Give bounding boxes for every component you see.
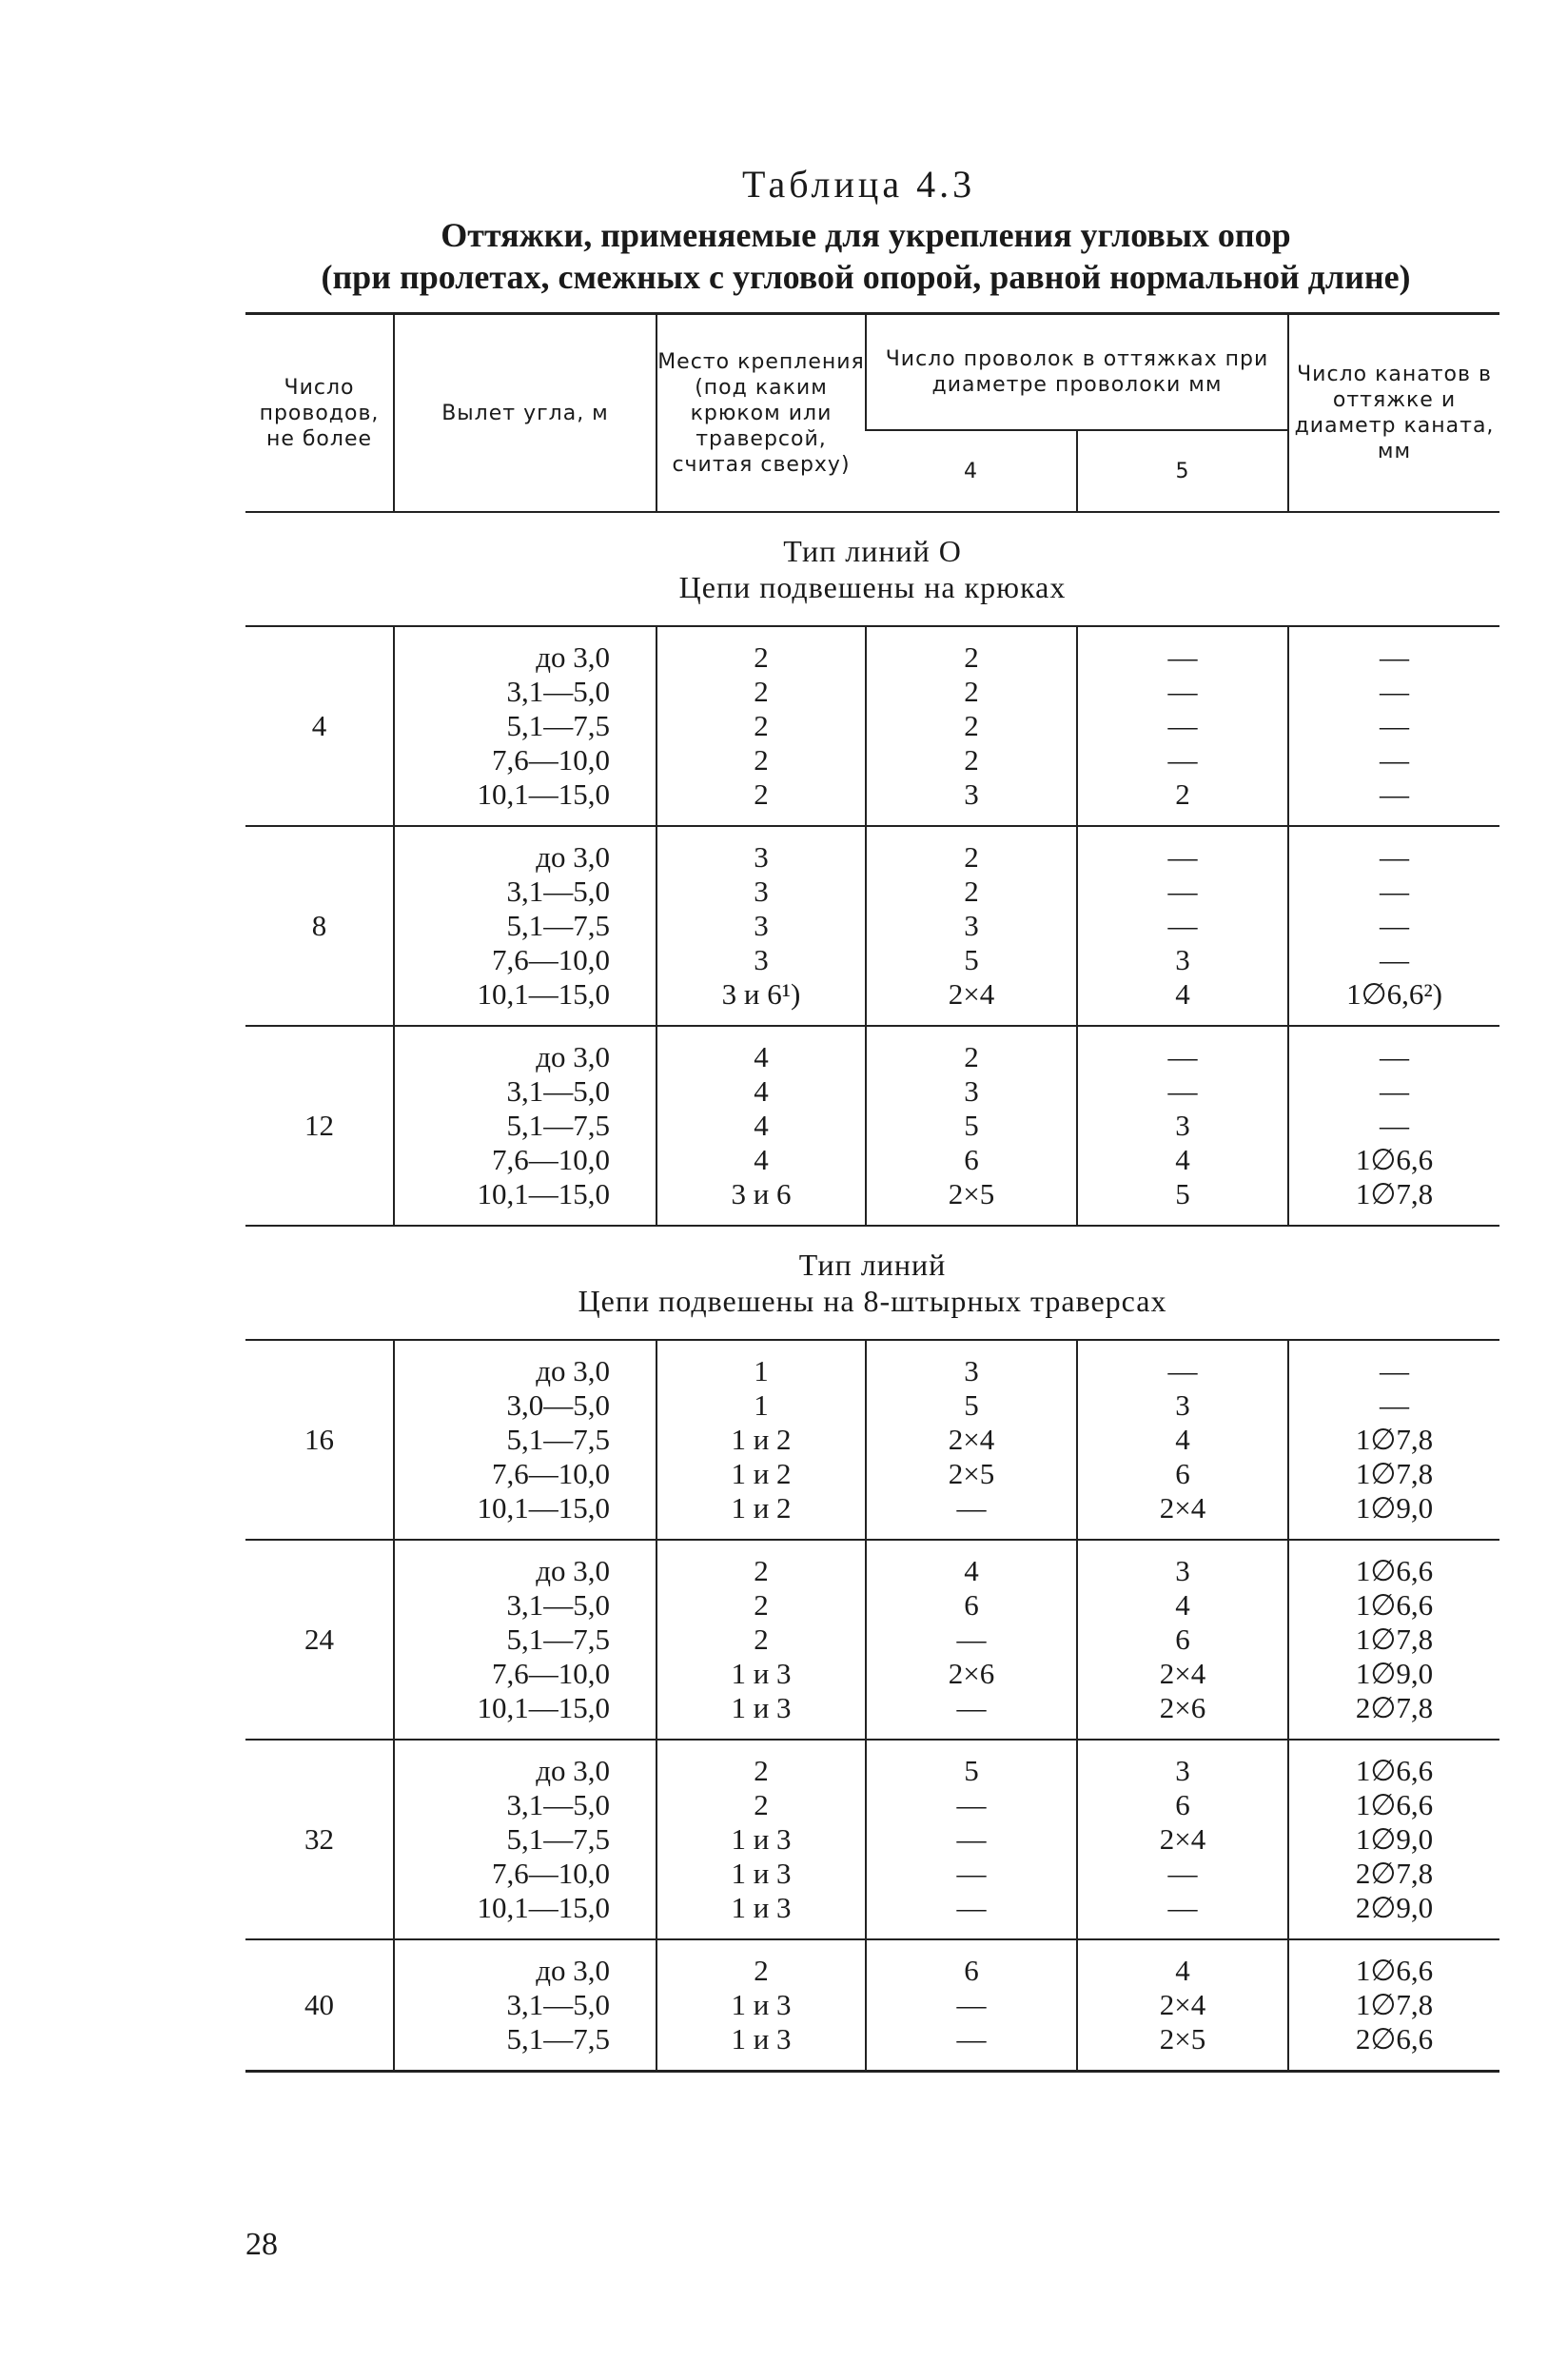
d5-cell <box>1077 1340 1288 1540</box>
ropes-cell <box>1288 1026 1499 1226</box>
cell-line: 2×5 <box>948 1177 995 1210</box>
cell-line: 2×5 <box>948 1457 995 1490</box>
cell-line: 2 <box>1175 777 1190 811</box>
outlet-cell <box>394 1026 656 1226</box>
cell-line: — <box>1380 909 1410 942</box>
cell-line: — <box>956 2022 987 2055</box>
cell-line: 4 <box>1175 1954 1190 1987</box>
cell-line: — <box>1167 875 1198 908</box>
cell-line: 10,1—15,0 <box>477 777 610 811</box>
cell-line: 10,1—15,0 <box>477 1691 610 1724</box>
cell-line: до 3,0 <box>536 640 610 674</box>
wires-cell: 4 <box>245 626 394 826</box>
header-outlet: Вылет угла, м <box>394 314 656 513</box>
cell-line: 1 и 2 <box>731 1457 792 1490</box>
wires-cell: 8 <box>245 826 394 1026</box>
cell-line: 5,1—7,5 <box>506 1423 610 1456</box>
cell-line: 7,6—10,0 <box>492 1143 610 1176</box>
cell-line: — <box>1380 875 1410 908</box>
cell-line: 1∅6,6 <box>1355 1954 1434 1987</box>
table-title-line: (при пролетах, смежных с угловой опорой, равной нормальной длине) <box>321 258 1411 296</box>
cell-line: 6 <box>1175 1788 1190 1821</box>
cell-line: 5,1—7,5 <box>506 1822 610 1856</box>
wire-count-group <box>245 826 1499 1026</box>
place-cell <box>656 1540 866 1740</box>
cell-line: 4 <box>754 1074 769 1108</box>
outlet-cell <box>394 1939 656 2072</box>
cell-line: 6 <box>964 1954 979 1987</box>
cell-line: — <box>1380 640 1410 674</box>
cell-line: 2×4 <box>948 1423 995 1456</box>
cell-line: 1∅7,8 <box>1355 1457 1434 1490</box>
wires-cell: 24 <box>245 1540 394 1740</box>
cell-line: 3,0—5,0 <box>506 1388 610 1422</box>
cell-line: 6 <box>964 1143 979 1176</box>
cell-line: 7,6—10,0 <box>492 943 610 976</box>
outlet-cell <box>394 1340 656 1540</box>
outlet-cell <box>394 1540 656 1740</box>
cell-line: 4 <box>1175 977 1190 1011</box>
cell-line: 7,6—10,0 <box>492 1857 610 1890</box>
cell-line: 5 <box>1175 1177 1190 1210</box>
cell-line: 1 и 3 <box>731 1657 792 1690</box>
cell-line: 2×6 <box>948 1657 995 1690</box>
cell-line: — <box>1167 709 1198 742</box>
cell-line: — <box>956 1788 987 1821</box>
header-diameter-5: 5 <box>1077 430 1288 512</box>
d5-cell <box>1077 826 1288 1026</box>
cell-line: — <box>1380 743 1410 777</box>
cell-line: 2 <box>754 743 769 777</box>
cell-line: 2 <box>754 709 769 742</box>
place-cell <box>656 1939 866 2072</box>
header-diameter-4: 4 <box>866 430 1077 512</box>
ropes-cell <box>1288 1340 1499 1540</box>
cell-line: 1∅6,6 <box>1355 1554 1434 1587</box>
wire-count-group <box>245 1340 1499 1540</box>
cell-line: — <box>1167 743 1198 777</box>
cell-line: 3 и 6¹) <box>721 977 801 1011</box>
cell-line: 1∅7,8 <box>1355 1177 1434 1210</box>
wire-count-group <box>245 1026 1499 1226</box>
cell-line: 3 <box>754 943 769 976</box>
table-row <box>245 1939 1499 2072</box>
cell-line: — <box>1167 1040 1198 1073</box>
d4-cell <box>866 626 1077 826</box>
cell-line: 2∅7,8 <box>1355 1691 1434 1724</box>
cell-line: 1 и 2 <box>731 1423 792 1456</box>
place-cell <box>656 1740 866 1939</box>
place-cell <box>656 1026 866 1226</box>
table-row <box>245 826 1499 1026</box>
cell-line: — <box>956 1822 987 1856</box>
section-title <box>245 512 1499 626</box>
cell-line: 1 и 3 <box>731 1857 792 1890</box>
cell-line: — <box>956 1857 987 1890</box>
cell-line: 3 <box>1175 1388 1190 1422</box>
cell-line: до 3,0 <box>536 1040 610 1073</box>
ropes-cell <box>1288 1939 1499 2072</box>
table-caption: Таблица 4.3 <box>742 163 976 206</box>
cell-line: 2 <box>964 840 979 874</box>
cell-line: 10,1—15,0 <box>477 1491 610 1524</box>
section-title-line: Тип линий О <box>783 534 962 568</box>
place-cell <box>656 1340 866 1540</box>
cell-line: 1∅7,8 <box>1355 1623 1434 1656</box>
cell-line: 6 <box>1175 1457 1190 1490</box>
cell-line: 2 <box>964 875 979 908</box>
wire-count-group <box>245 1939 1499 2072</box>
cell-line: 5,1—7,5 <box>506 1623 610 1656</box>
cell-line: 1∅7,8 <box>1355 1423 1434 1456</box>
d4-cell <box>866 1740 1077 1939</box>
cell-line: 2 <box>964 675 979 708</box>
cell-line: 3,1—5,0 <box>506 1988 610 2021</box>
cell-line: 2∅7,8 <box>1355 1857 1434 1890</box>
cell-line: 7,6—10,0 <box>492 1457 610 1490</box>
outlet-cell <box>394 1740 656 1939</box>
guy-wires-table <box>245 312 1499 2073</box>
cell-line: — <box>1380 675 1410 708</box>
cell-line: 5 <box>964 1388 979 1422</box>
cell-line: 5,1—7,5 <box>506 2022 610 2055</box>
cell-line: 1 и 3 <box>731 1822 792 1856</box>
cell-line: — <box>1167 840 1198 874</box>
cell-line: 10,1—15,0 <box>477 977 610 1011</box>
cell-line: 1∅6,6 <box>1355 1754 1434 1787</box>
outlet-cell <box>394 626 656 826</box>
cell-line: 1 и 3 <box>731 1891 792 1924</box>
header-place: Место крепления (под каким крюком или траверсой, считая сверху) <box>656 314 866 513</box>
cell-line: — <box>1380 840 1410 874</box>
table-row <box>245 626 1499 826</box>
outlet-cell <box>394 826 656 1026</box>
cell-line: 3 <box>754 909 769 942</box>
ropes-cell <box>1288 1540 1499 1740</box>
cell-line: 1∅9,0 <box>1355 1491 1434 1524</box>
cell-line: — <box>1167 909 1198 942</box>
wires-cell: 12 <box>245 1026 394 1226</box>
cell-line: 4 <box>754 1040 769 1073</box>
cell-line: 3,1—5,0 <box>506 1074 610 1108</box>
cell-line: 2 <box>754 675 769 708</box>
cell-line: 3 <box>964 909 979 942</box>
cell-line: 2 <box>964 640 979 674</box>
table-title-line: Оттяжки, применяемые для укрепления угловых опор <box>441 216 1291 254</box>
d5-cell <box>1077 1740 1288 1939</box>
cell-line: — <box>956 1491 987 1524</box>
cell-line: 2 <box>754 777 769 811</box>
cell-line: 2 <box>754 1954 769 1987</box>
cell-line: 2 <box>754 1788 769 1821</box>
ropes-cell <box>1288 1740 1499 1939</box>
cell-line: — <box>1167 1074 1198 1108</box>
section-title-line: Тип линий <box>798 1248 947 1282</box>
cell-line: 1 и 3 <box>731 1691 792 1724</box>
table-title <box>228 214 1503 298</box>
cell-line: 4 <box>754 1143 769 1176</box>
cell-line: 3,1—5,0 <box>506 1788 610 1821</box>
table-header <box>245 314 1499 513</box>
section-title <box>245 1226 1499 1340</box>
cell-line: 2×6 <box>1159 1691 1206 1724</box>
cell-line: 1∅9,0 <box>1355 1657 1434 1690</box>
cell-line: — <box>1380 1074 1410 1108</box>
table-row <box>245 1540 1499 1740</box>
cell-line: до 3,0 <box>536 1754 610 1787</box>
cell-line: 5 <box>964 1754 979 1787</box>
cell-line: 2 <box>754 1754 769 1787</box>
cell-line: — <box>1380 1354 1410 1387</box>
cell-line: — <box>956 1623 987 1656</box>
place-cell <box>656 826 866 1026</box>
cell-line: 5,1—7,5 <box>506 909 610 942</box>
cell-line: 4 <box>964 1554 979 1587</box>
cell-line: 3 <box>964 1354 979 1387</box>
cell-line: 3,1—5,0 <box>506 675 610 708</box>
d4-cell <box>866 1939 1077 2072</box>
d5-cell <box>1077 1026 1288 1226</box>
cell-line: 3 <box>754 875 769 908</box>
cell-line: 1 и 3 <box>731 2022 792 2055</box>
wire-count-group <box>245 1540 1499 1740</box>
cell-line: 1∅6,6 <box>1355 1143 1434 1176</box>
cell-line: до 3,0 <box>536 1954 610 1987</box>
table-row <box>245 1740 1499 1939</box>
ropes-cell <box>1288 626 1499 826</box>
cell-line: 2 <box>964 709 979 742</box>
section-header <box>245 1226 1499 1340</box>
cell-line: 3 <box>754 840 769 874</box>
cell-line: 2×4 <box>1159 1491 1206 1524</box>
wires-cell: 40 <box>245 1939 394 2072</box>
cell-line: — <box>1167 1857 1198 1890</box>
cell-line: 1∅6,6²) <box>1346 977 1442 1011</box>
cell-line: — <box>1380 1040 1410 1073</box>
cell-line: 6 <box>964 1588 979 1622</box>
d5-cell <box>1077 1540 1288 1740</box>
cell-line: — <box>1380 709 1410 742</box>
wire-count-group <box>245 626 1499 826</box>
cell-line: 3 <box>1175 943 1190 976</box>
cell-line: 2 <box>754 1554 769 1587</box>
d4-cell <box>866 1026 1077 1226</box>
cell-line: 3 <box>964 777 979 811</box>
cell-line: 6 <box>1175 1623 1190 1656</box>
cell-line: — <box>1380 1109 1410 1142</box>
cell-line: 2×4 <box>1159 1657 1206 1690</box>
cell-line: — <box>1380 1388 1410 1422</box>
cell-line: — <box>1167 1354 1198 1387</box>
page-number: 28 <box>245 2227 278 2262</box>
cell-line: 3 <box>1175 1109 1190 1142</box>
cell-line: 1 <box>754 1388 769 1422</box>
cell-line: 1 <box>754 1354 769 1387</box>
cell-line: 3 <box>1175 1754 1190 1787</box>
cell-line: 7,6—10,0 <box>492 1657 610 1690</box>
cell-line: 3,1—5,0 <box>506 875 610 908</box>
cell-line: 2 <box>754 640 769 674</box>
cell-line: 1∅6,6 <box>1355 1588 1434 1622</box>
cell-line: 2∅6,6 <box>1355 2022 1434 2055</box>
ropes-cell <box>1288 826 1499 1026</box>
cell-line: 4 <box>1175 1588 1190 1622</box>
cell-line: — <box>1167 1891 1198 1924</box>
cell-line: 2×4 <box>948 977 995 1011</box>
cell-line: 7,6—10,0 <box>492 743 610 777</box>
cell-line: 10,1—15,0 <box>477 1891 610 1924</box>
section-title-line: Цепи подвешены на 8-штырных траверсах <box>578 1284 1167 1318</box>
wires-cell: 32 <box>245 1740 394 1939</box>
place-cell <box>656 626 866 826</box>
cell-line: 1 и 3 <box>731 1988 792 2021</box>
cell-line: 3 и 6 <box>731 1177 792 1210</box>
cell-line: 1∅7,8 <box>1355 1988 1434 2021</box>
cell-line: 2 <box>964 743 979 777</box>
cell-line: 4 <box>1175 1423 1190 1456</box>
cell-line: 3 <box>1175 1554 1190 1587</box>
cell-line: 1∅6,6 <box>1355 1788 1434 1821</box>
d4-cell <box>866 826 1077 1026</box>
cell-line: 3,1—5,0 <box>506 1588 610 1622</box>
table-row <box>245 1340 1499 1540</box>
cell-line: — <box>956 1891 987 1924</box>
header-wire-count-group: Число проволок в оттяжках при диаметре проволоки мм <box>866 314 1288 431</box>
cell-line: 1∅9,0 <box>1355 1822 1434 1856</box>
wire-count-group <box>245 1740 1499 1939</box>
cell-line: 2×4 <box>1159 1988 1206 2021</box>
cell-line: — <box>1167 640 1198 674</box>
cell-line: 4 <box>1175 1143 1190 1176</box>
cell-line: 5 <box>964 1109 979 1142</box>
cell-line: до 3,0 <box>536 1554 610 1587</box>
cell-line: 2 <box>754 1588 769 1622</box>
header-ropes: Число канатов в оттяжке и диаметр каната, мм <box>1288 314 1499 513</box>
cell-line: 2∅9,0 <box>1355 1891 1434 1924</box>
section-header <box>245 512 1499 626</box>
cell-line: 3 <box>964 1074 979 1108</box>
cell-line: — <box>1380 777 1410 811</box>
d5-cell <box>1077 1939 1288 2072</box>
cell-line: 2×5 <box>1159 2022 1206 2055</box>
wires-cell: 16 <box>245 1340 394 1540</box>
cell-line: 5 <box>964 943 979 976</box>
cell-line: — <box>1380 943 1410 976</box>
cell-line: до 3,0 <box>536 840 610 874</box>
cell-line: 2 <box>964 1040 979 1073</box>
d4-cell <box>866 1340 1077 1540</box>
d5-cell <box>1077 626 1288 826</box>
cell-line: 1 и 2 <box>731 1491 792 1524</box>
cell-line: 5,1—7,5 <box>506 1109 610 1142</box>
cell-line: — <box>1167 675 1198 708</box>
table-row <box>245 1026 1499 1226</box>
cell-line: 2×4 <box>1159 1822 1206 1856</box>
cell-line: до 3,0 <box>536 1354 610 1387</box>
cell-line: 5,1—7,5 <box>506 709 610 742</box>
header-wires: Число проводов, не более <box>259 375 380 451</box>
cell-line: 10,1—15,0 <box>477 1177 610 1210</box>
cell-line: 4 <box>754 1109 769 1142</box>
cell-line: 2 <box>754 1623 769 1656</box>
section-title-line: Цепи подвешены на крюках <box>678 570 1067 604</box>
cell-line: — <box>956 1691 987 1724</box>
d4-cell <box>866 1540 1077 1740</box>
cell-line: — <box>956 1988 987 2021</box>
